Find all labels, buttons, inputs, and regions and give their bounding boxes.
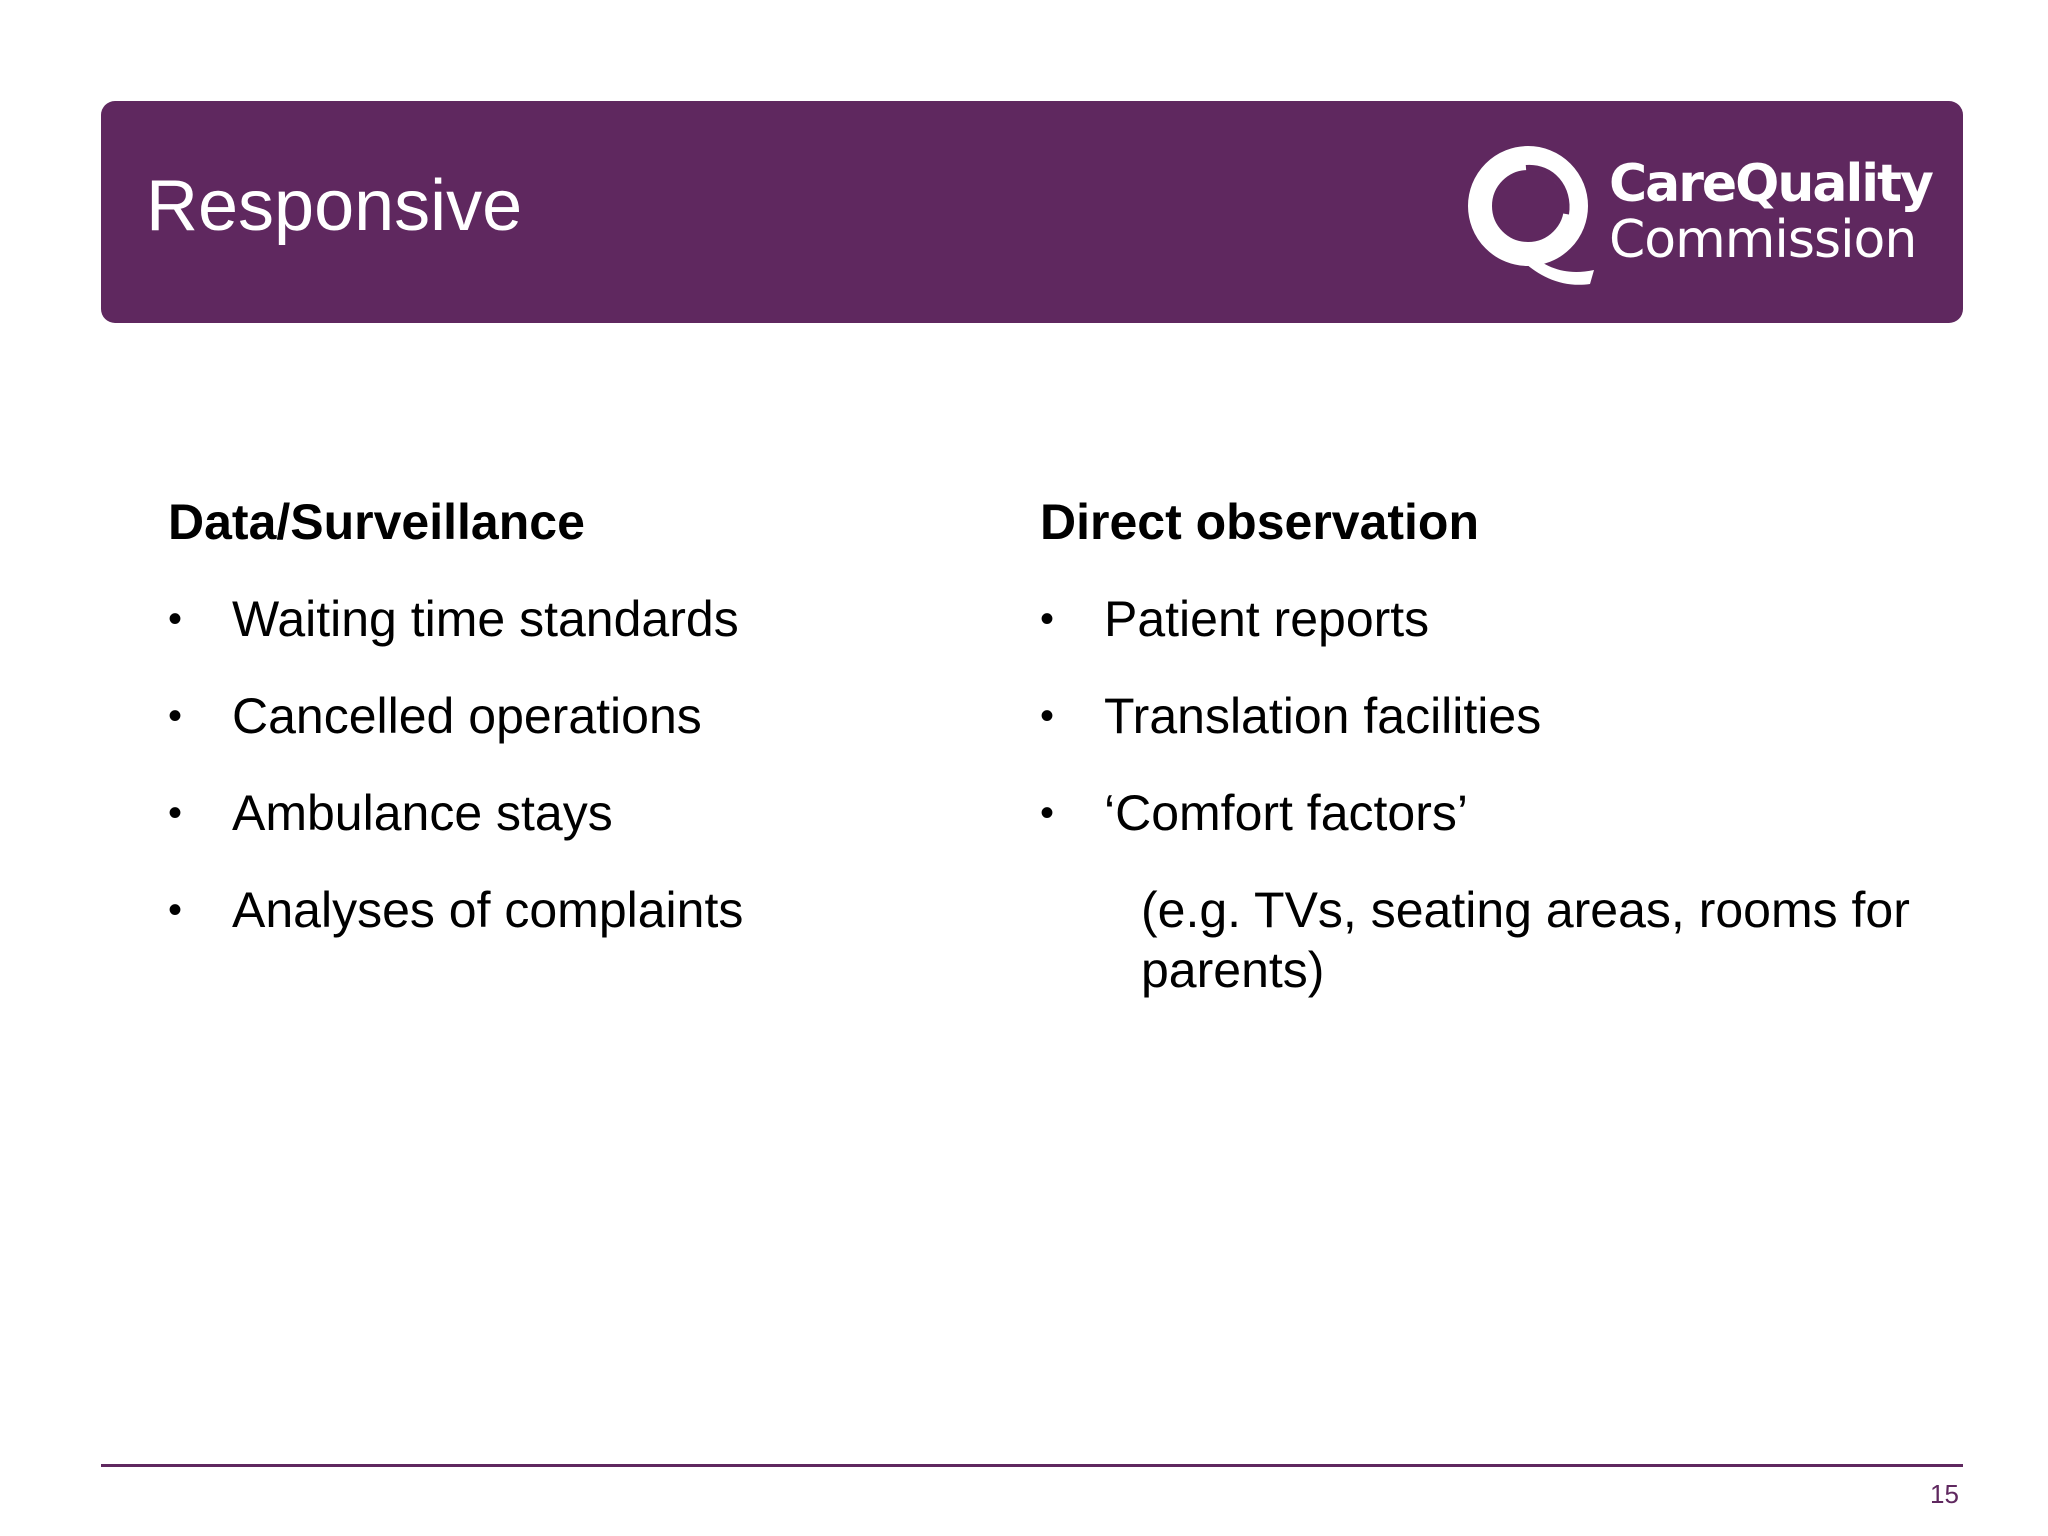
page-number: 15 [1930, 1479, 1959, 1509]
bullet-icon: • [168, 694, 183, 738]
cqc-logo [1466, 144, 1932, 289]
logo-line-care-quality: CareQuality [1609, 154, 1932, 214]
list-item-text: Analyses of complaints [232, 882, 744, 938]
list-item-text: Cancelled operations [232, 688, 702, 744]
bullet-icon: • [1040, 694, 1055, 738]
bullet-list [168, 589, 988, 940]
column-heading: Data/Surveillance [168, 494, 585, 550]
data-surveillance-column [168, 492, 988, 977]
list-item [168, 880, 988, 940]
column-heading: Direct observation [1040, 494, 1480, 550]
bullet-icon: • [1040, 597, 1055, 641]
list-item [168, 783, 988, 843]
list-item-text: Waiting time standards [232, 591, 739, 647]
slide-title: Responsive [146, 166, 523, 246]
logo-line-commission: Commission [1609, 210, 1917, 270]
list-item [1040, 783, 1860, 843]
bullet-icon: • [1040, 791, 1055, 835]
bullet-icon: • [168, 597, 183, 641]
list-item [168, 686, 988, 746]
list-item [168, 589, 988, 649]
cqc-q-logo-icon [1466, 144, 1601, 289]
header-bar [101, 101, 1963, 323]
list-item [1040, 686, 1860, 746]
list-item [1040, 589, 1860, 649]
list-item-text: Patient reports [1104, 591, 1430, 647]
logo-wordmark [1609, 156, 1932, 268]
list-item-text: Translation facilities [1104, 688, 1542, 744]
comfort-factors-note: (e.g. TVs, seating areas, rooms for parents) [1141, 882, 1910, 998]
bullet-icon: • [168, 888, 183, 932]
direct-observation-column [1040, 492, 1910, 1000]
list-item-text: Ambulance stays [232, 785, 613, 841]
footer-divider [101, 1464, 1963, 1467]
bullet-list [1040, 589, 1860, 843]
list-item-text: ‘Comfort factors’ [1104, 785, 1468, 841]
bullet-icon: • [168, 791, 183, 835]
